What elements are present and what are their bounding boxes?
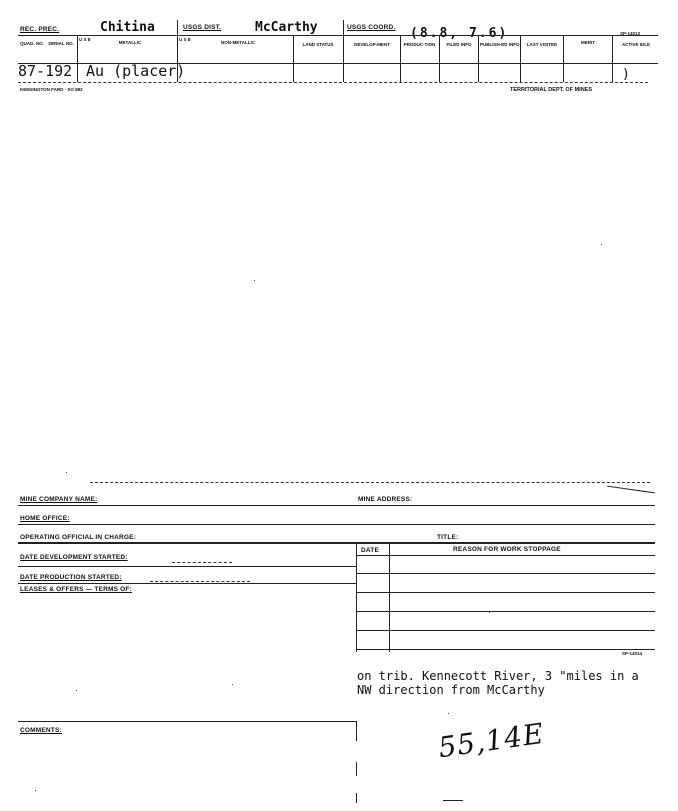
- top-footer-right: TERRITORIAL DEPT. OF MINES: [510, 87, 592, 93]
- col-merit: MERIT: [581, 40, 595, 45]
- col-last-visited: LAST VISITED: [526, 42, 558, 47]
- comments-label: COMMENTS:: [20, 727, 62, 734]
- col-active-idle: ACTIVE IDLE: [621, 42, 650, 47]
- col-serial-no: SERIAL NO.: [48, 41, 74, 46]
- date-production-label: DATE PRODUCTION STARTED:: [20, 574, 122, 581]
- col-development: DEVELOP-MENT: [354, 42, 390, 47]
- rec-prec-value: Chitina: [100, 20, 155, 35]
- col-land-status: LAND STATUS: [302, 42, 334, 47]
- col-published-info: PUBLISH-ED INFO: [480, 42, 520, 47]
- mine-address-label: MINE ADDRESS:: [358, 496, 413, 503]
- usgs-dist-label: USGS DIST.: [183, 24, 222, 31]
- usgs-dist-value: McCarthy: [255, 20, 318, 35]
- col-use-2: U S E: [179, 37, 191, 42]
- usgs-coord-label: USGS COORD.: [347, 24, 396, 31]
- title-label: TITLE:: [437, 534, 459, 541]
- col-production: PRODUC-TION: [403, 42, 436, 47]
- mine-company-label: MINE COMPANY NAME:: [20, 496, 98, 503]
- col-use: U S E: [79, 37, 91, 42]
- operating-official-label: OPERATING OFFICIAL IN CHARGE:: [20, 534, 137, 541]
- top-form-number: SP-14013: [620, 31, 641, 36]
- date-development-label: DATE DEVELOPMENT STARTED:: [20, 554, 128, 561]
- record-active-idle: ): [622, 67, 630, 82]
- leases-label: LEASES & OFFERS — TERMS OF:: [20, 586, 132, 593]
- col-filed-info: FILED INFO: [446, 42, 472, 47]
- location-note-line1: on trib. Kennecott River, 3 "miles in a: [357, 669, 639, 683]
- home-office-label: HOME OFFICE:: [20, 515, 70, 522]
- location-note-line2: NW direction from McCarthy: [357, 683, 545, 697]
- top-footer-left: KEENINGTON FARD - SO 882: [20, 87, 83, 92]
- col-quad-no: QUAD. NO.: [20, 41, 44, 46]
- rec-prec-label: REC. PREC.: [20, 26, 60, 33]
- col-metallic: METALLIC: [118, 40, 142, 45]
- record-metallic: Au (placer): [86, 62, 186, 80]
- bottom-form-number: SP-14014: [622, 651, 643, 656]
- stoppage-date-header: DATE: [361, 547, 380, 554]
- col-non-metallic: NON-METALLIC: [221, 40, 255, 45]
- record-quad-serial: 87-192: [18, 62, 73, 80]
- usgs-coord-value: (8.8, 7.6): [410, 26, 509, 41]
- stoppage-reason-header: REASON FOR WORK STOPPAGE: [453, 546, 561, 553]
- handwritten-note: 55,14E: [436, 716, 547, 765]
